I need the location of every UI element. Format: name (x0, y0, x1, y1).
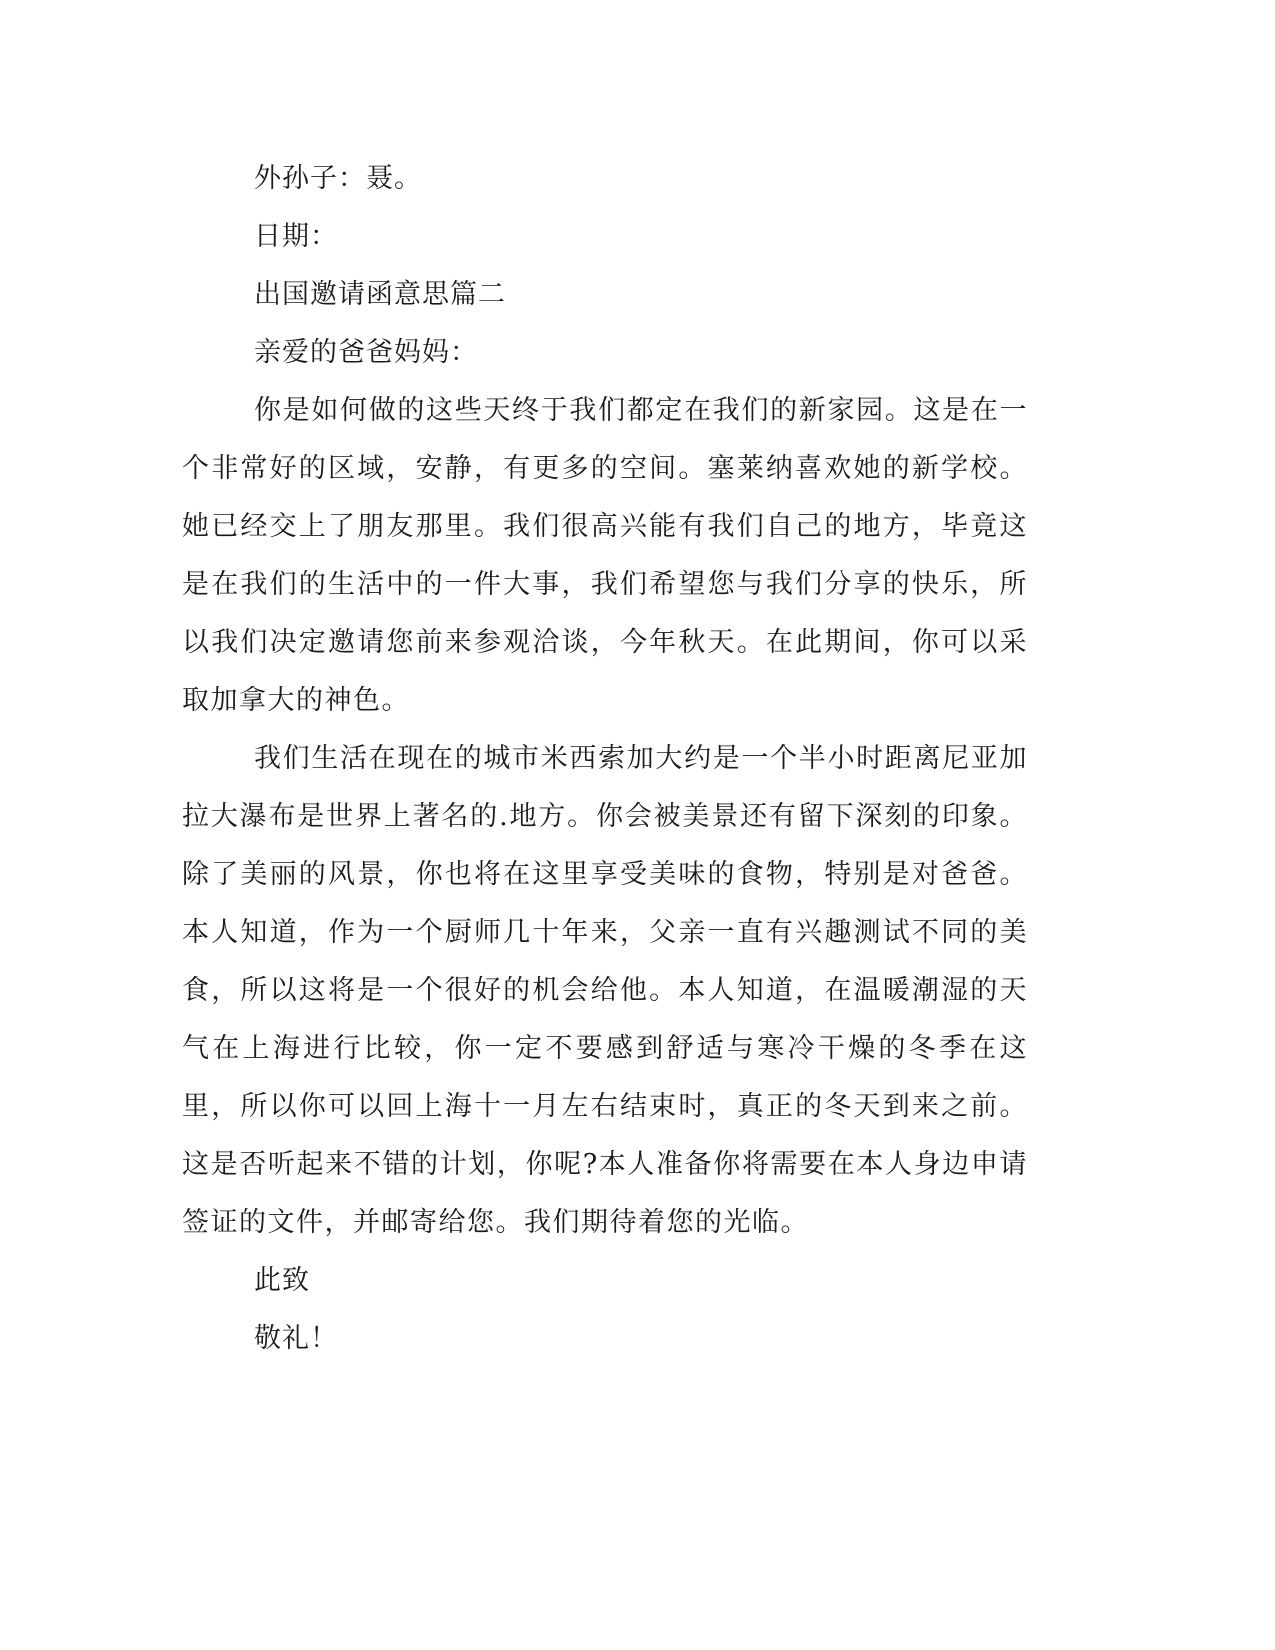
body-paragraph-1: 你是如何做的这些天终于我们都定在我们的新家园。这是在一个非常好的区域，安静，有更多的空间。塞莱纳喜欢她的新学校。她已经交上了朋友那里。我们很高兴能有我们自己的地方，毕竟这是在我们的生活中的一件大事，我们希望您与我们分享的快乐，所以我们决定邀请您前来参观洽谈，今年秋天。在此期间，你可以采取加拿大的神色。 (182, 395, 1028, 716)
document-body (182, 150, 1028, 1368)
grandson-signature-line: 外孙子：聂。 (254, 163, 422, 194)
salutation: 亲爱的爸爸妈妈： (254, 337, 478, 368)
closing-line-2: 敬礼！ (254, 1323, 338, 1354)
date-line: 日期： (254, 221, 338, 252)
closing-line-1: 此致 (254, 1265, 310, 1296)
body-paragraph-2: 我们生活在现在的城市米西索加大约是一个半小时距离尼亚加拉大瀑布是世界上著名的.地方。你会被美景还有留下深刻的印象。除了美丽的风景，你也将在这里享受美味的食物，特别是对爸爸。本人知道，作为一个厨师几十年来，父亲一直有兴趣测试不同的美食，所以这将是一个很好的机会给他。本人知道，在温暖潮湿的天气在上海进行比较，你一定不要感到舒适与寒冷干燥的冬季在这里，所以你可以回上海十一月左右结束时，真正的冬天到来之前。这是否听起来不错的计划，你呢?本人准备你将需要在本人身边申请签证的文件，并邮寄给您。我们期待着您的光临。 (182, 743, 1028, 1238)
section-heading: 出国邀请函意思篇二 (254, 279, 506, 310)
